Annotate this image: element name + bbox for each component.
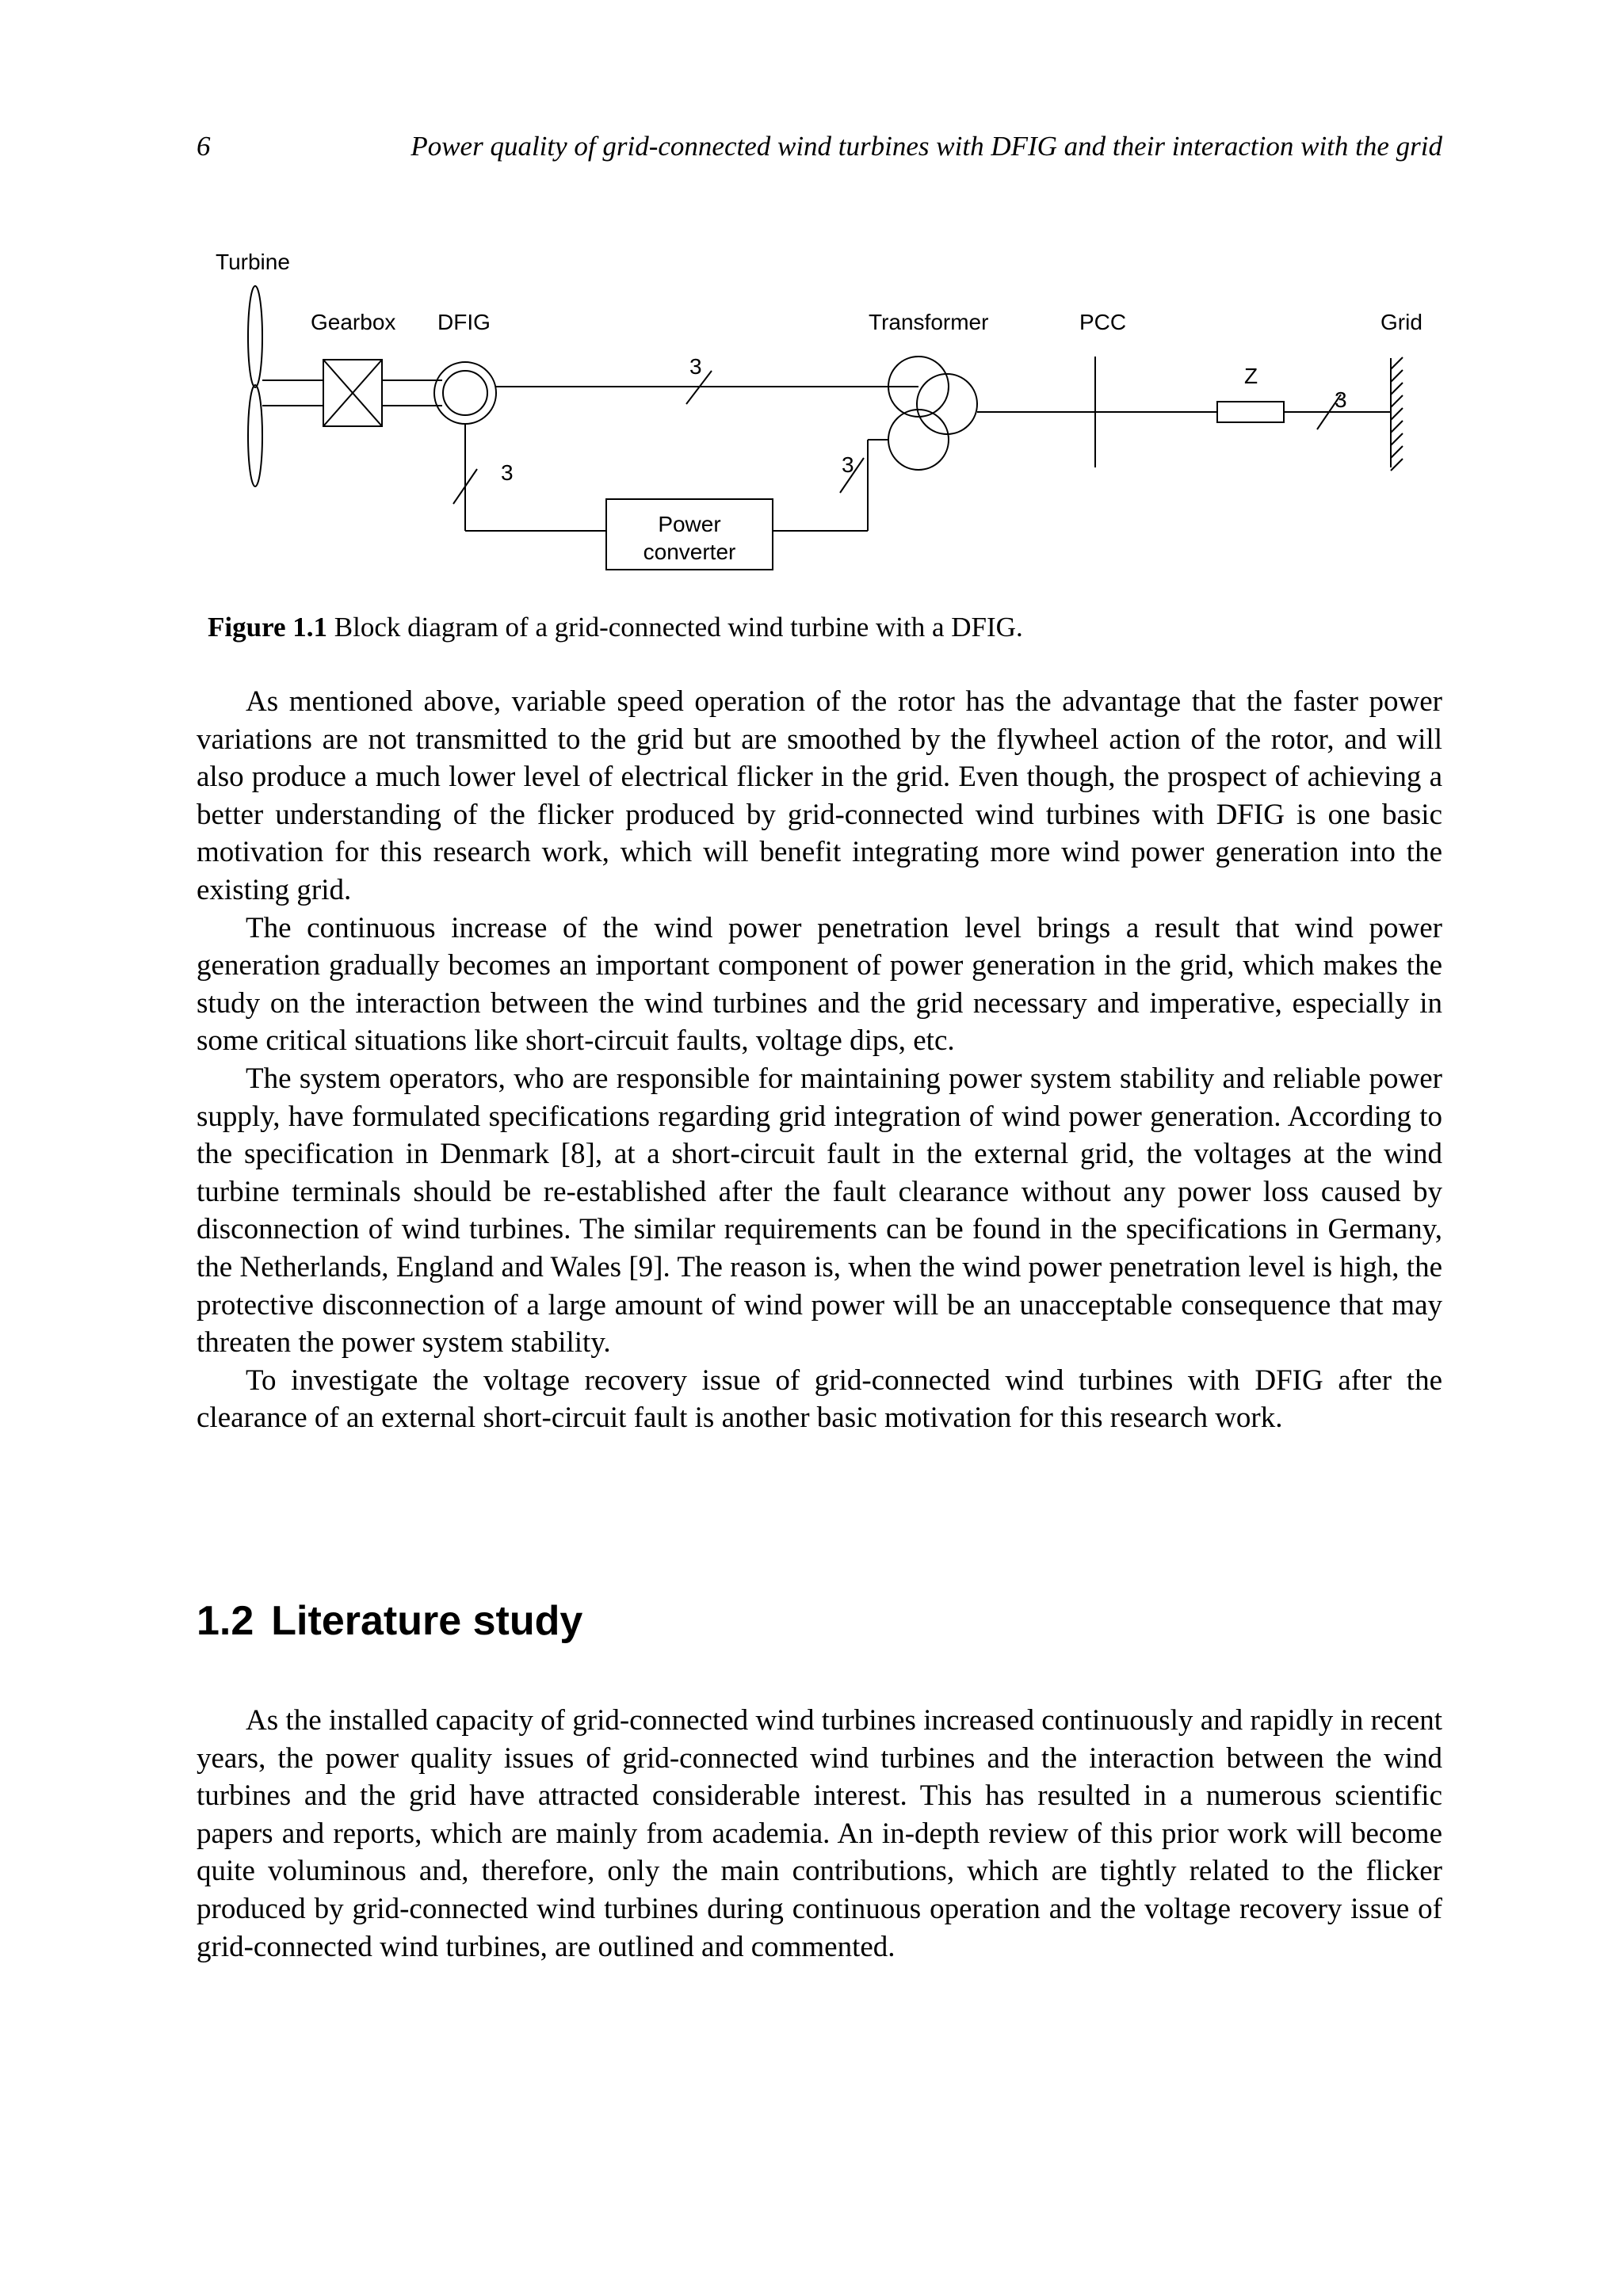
phase-count-rotor: 3 [501, 460, 514, 485]
page-number: 6 [197, 131, 211, 162]
figure-caption-text: Block diagram of a grid-connected wind turbine with a DFIG. [327, 612, 1023, 643]
turbine-blade-lower [248, 385, 262, 486]
dfig-block-diagram [190, 238, 1474, 586]
turbine-blade-upper [248, 286, 262, 387]
label-turbine: Turbine [216, 250, 290, 274]
phase-count-converter: 3 [842, 452, 854, 477]
impedance-z-box [1217, 402, 1284, 422]
figure-caption-label: Figure 1.1 [208, 612, 328, 643]
label-transformer: Transformer [869, 310, 989, 334]
label-grid: Grid [1381, 310, 1423, 334]
label-dfig: DFIG [437, 310, 491, 334]
body-text-after-section [197, 1702, 1442, 1966]
grid-ground-hatching [1391, 357, 1403, 471]
phase-count-grid: 3 [1335, 387, 1347, 412]
running-head [197, 131, 1442, 175]
label-impedance-z: Z [1244, 364, 1258, 388]
paragraph: The system operators, who are responsible for maintaining power system stability and reliable power supply, have formulated specifications regarding grid integration of wind power generation. According to the specification in Denmark [8], at a short-circuit fault in the external grid, the voltages at the wind turbine terminals should be re-established after the fault clearance without any power loss caused by disconnection of wind turbines. The similar requirements can be found in the specifications in Germany, the Netherlands, England and Wales [9]. The reason is, when the wind power penetration level is high, the protective disconnection of a large amount of wind power will be an unacceptable consequence that may threaten the power system stability. [197, 1062, 1442, 1360]
transformer-winding-converter [888, 410, 949, 470]
running-title: Power quality of grid-connected wind turbines with DFIG and their interaction with the grid [411, 131, 1442, 162]
section-heading [197, 1597, 1442, 1645]
transformer-winding-grid [917, 374, 977, 434]
label-gearbox: Gearbox [311, 310, 396, 334]
paragraph: As mentioned above, variable speed operation of the rotor has the advantage that the faster power variations are not transmitted to the grid but are smoothed by the flywheel action of the rotor, and will also produce a much lower level of electrical flicker in the grid. Even though, the prospect of achieving a better understanding of the flicker produced by grid-connected wind turbines with DFIG is one basic motivation for this research work, which will benefit integrating more wind power generation into the existing grid. [197, 685, 1442, 906]
figure-block-diagram [190, 238, 1474, 586]
label-power-converter-line2: converter [643, 540, 736, 564]
paragraph: As the installed capacity of grid-connected wind turbines increased continuously and rapidly in recent years, the power quality issues of grid-connected wind turbines and the interaction between the wind turbines and the grid have attracted considerable interest. This has resulted in a numerous scientific papers and reports, which are mainly from academia. An in-depth review of this prior work will become quite voluminous and, therefore, only the main contributions, which are tightly related to the flicker produced by grid-connected wind turbines during continuous operation and the voltage recovery issue of grid-connected wind turbines, are outlined and commented. [197, 1704, 1442, 1963]
paragraph: The continuous increase of the wind power penetration level brings a result that wind power generation gradually becomes an important component of power generation in the grid, which makes the study on the interaction between the wind turbines and the grid necessary and imperative, especially in some critical situations like short-circuit faults, voltage dips, etc. [197, 911, 1442, 1058]
body-text-before-section [197, 683, 1442, 1437]
figure-caption [208, 608, 1460, 646]
paragraph: To investigate the voltage recovery issue of grid-connected wind turbines with DFIG after the clearance of an external short-circuit fault is another basic motivation for this research work. [197, 1363, 1442, 1435]
label-power-converter-line1: Power [658, 512, 721, 536]
section-number: 1.2 [197, 1598, 254, 1644]
dfig-generator-inner [443, 371, 487, 415]
phase-count-stator: 3 [689, 354, 702, 379]
section-title: Literature study [271, 1598, 583, 1644]
label-pcc: PCC [1079, 310, 1127, 334]
